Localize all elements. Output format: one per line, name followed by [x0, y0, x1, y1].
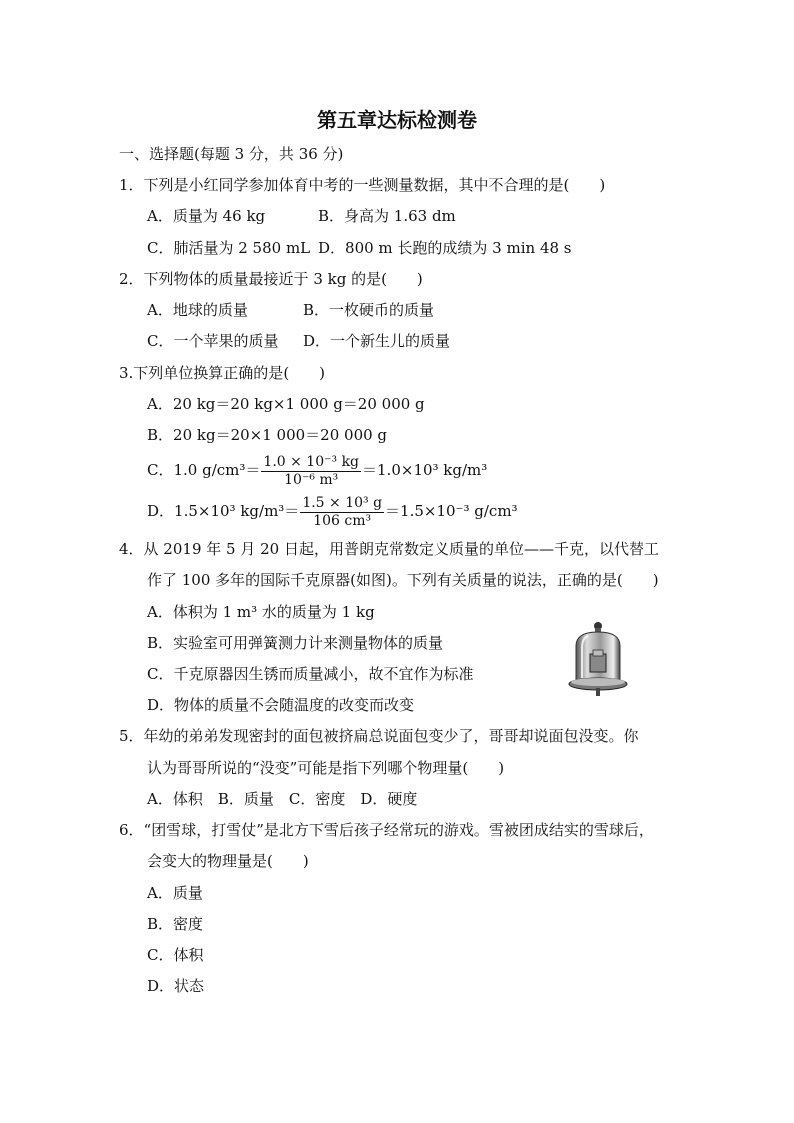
option-c-suffix: ＝1.0×10³ kg/m³ [362, 461, 488, 479]
question-6-option-b: B．密度 [147, 915, 204, 933]
option-d-suffix: ＝1.5×10⁻³ g/cm³ [385, 502, 518, 520]
option-d-numerator: 1.5 × 10³ g [302, 494, 383, 511]
question-2-option-b: B．一枚硬币的质量 [303, 301, 435, 319]
question-6-option-a: A．质量 [147, 884, 203, 902]
question-5-stem-line-1: 5．年幼的弟弟发现密封的面包被挤扁总说面包变少了，哥哥却说面包没变。你 [119, 727, 639, 745]
question-3-option-a: A．20 kg＝20 kg×1 000 g＝20 000 g [147, 395, 425, 413]
question-4-option-a: A．体积为 1 m³ 水的质量为 1 kg [147, 603, 375, 621]
option-d-denominator: 106 cm³ [313, 512, 372, 529]
question-4-option-b: B．实验室可用弹簧测力计来测量物体的质量 [147, 634, 444, 652]
option-c-numerator: 1.0 × 10⁻³ kg [263, 453, 360, 470]
question-3-stem: 3.下列单位换算正确的是( ) [119, 364, 326, 382]
question-1-option-d: D．800 m 长跑的成绩为 3 min 48 s [318, 239, 572, 257]
question-6-stem-line-2: 会变大的物理量是( ) [147, 852, 309, 870]
question-2-stem: 2．下列物体的质量最接近于 3 kg 的是( ) [119, 270, 423, 288]
section-heading: 一、选择题(每题 3 分，共 36 分) [119, 145, 344, 163]
question-5-stem-line-2: 认为哥哥所说的“没变”可能是指下列哪个物理量( ) [147, 759, 505, 777]
question-6-stem-line-1: 6．“团雪球，打雪仗”是北方下雪后孩子经常玩的游戏。雪被团成结实的雪球后， [119, 821, 654, 839]
question-4-stem-line-1: 4．从 2019 年 5 月 20 日起，用普朗克常数定义质量的单位——千克，以代替工 [119, 540, 659, 558]
question-1-option-b: B．身高为 1.63 dm [318, 207, 456, 225]
question-4-option-c: C．千克原器因生锈而质量减小，故不宜作为标准 [147, 665, 474, 683]
option-c-fraction [261, 454, 361, 489]
question-3-option-b: B．20 kg＝20×1 000＝20 000 g [147, 426, 388, 444]
question-2-option-c: C．一个苹果的质量 [147, 332, 279, 350]
option-d-fraction [300, 495, 384, 530]
question-6-option-d: D．状态 [147, 977, 205, 995]
question-3-option-c [147, 453, 487, 489]
question-1-option-c: C．肺活量为 2 580 mL [147, 239, 311, 257]
option-c-denominator: 10⁻⁶ m³ [284, 471, 339, 488]
question-4-option-d: D．物体的质量不会随温度的改变而改变 [147, 696, 415, 714]
kilogram-prototype-image [566, 620, 630, 698]
question-6-option-c: C．体积 [147, 946, 204, 964]
question-5-options: A．体积 B．质量 C．密度 D．硬度 [147, 790, 418, 808]
question-4-stem-line-2: 作了 100 多年的国际千克原器(如图)。下列有关质量的说法，正确的是( ) [147, 571, 659, 589]
question-1-stem: 1．下列是小红同学参加体育中考的一些测量数据，其中不合理的是( ) [119, 176, 606, 194]
question-2-option-a: A．地球的质量 [147, 301, 248, 319]
option-c-prefix: C．1.0 g/cm³＝ [147, 461, 261, 479]
question-3-option-d [147, 494, 518, 530]
question-1-option-a: A．质量为 46 kg [147, 207, 266, 225]
question-2-option-d: D．一个新生儿的质量 [303, 332, 451, 350]
page-title: 第五章达标检测卷 [317, 108, 477, 132]
option-d-prefix: D．1.5×10³ kg/m³＝ [147, 502, 300, 520]
